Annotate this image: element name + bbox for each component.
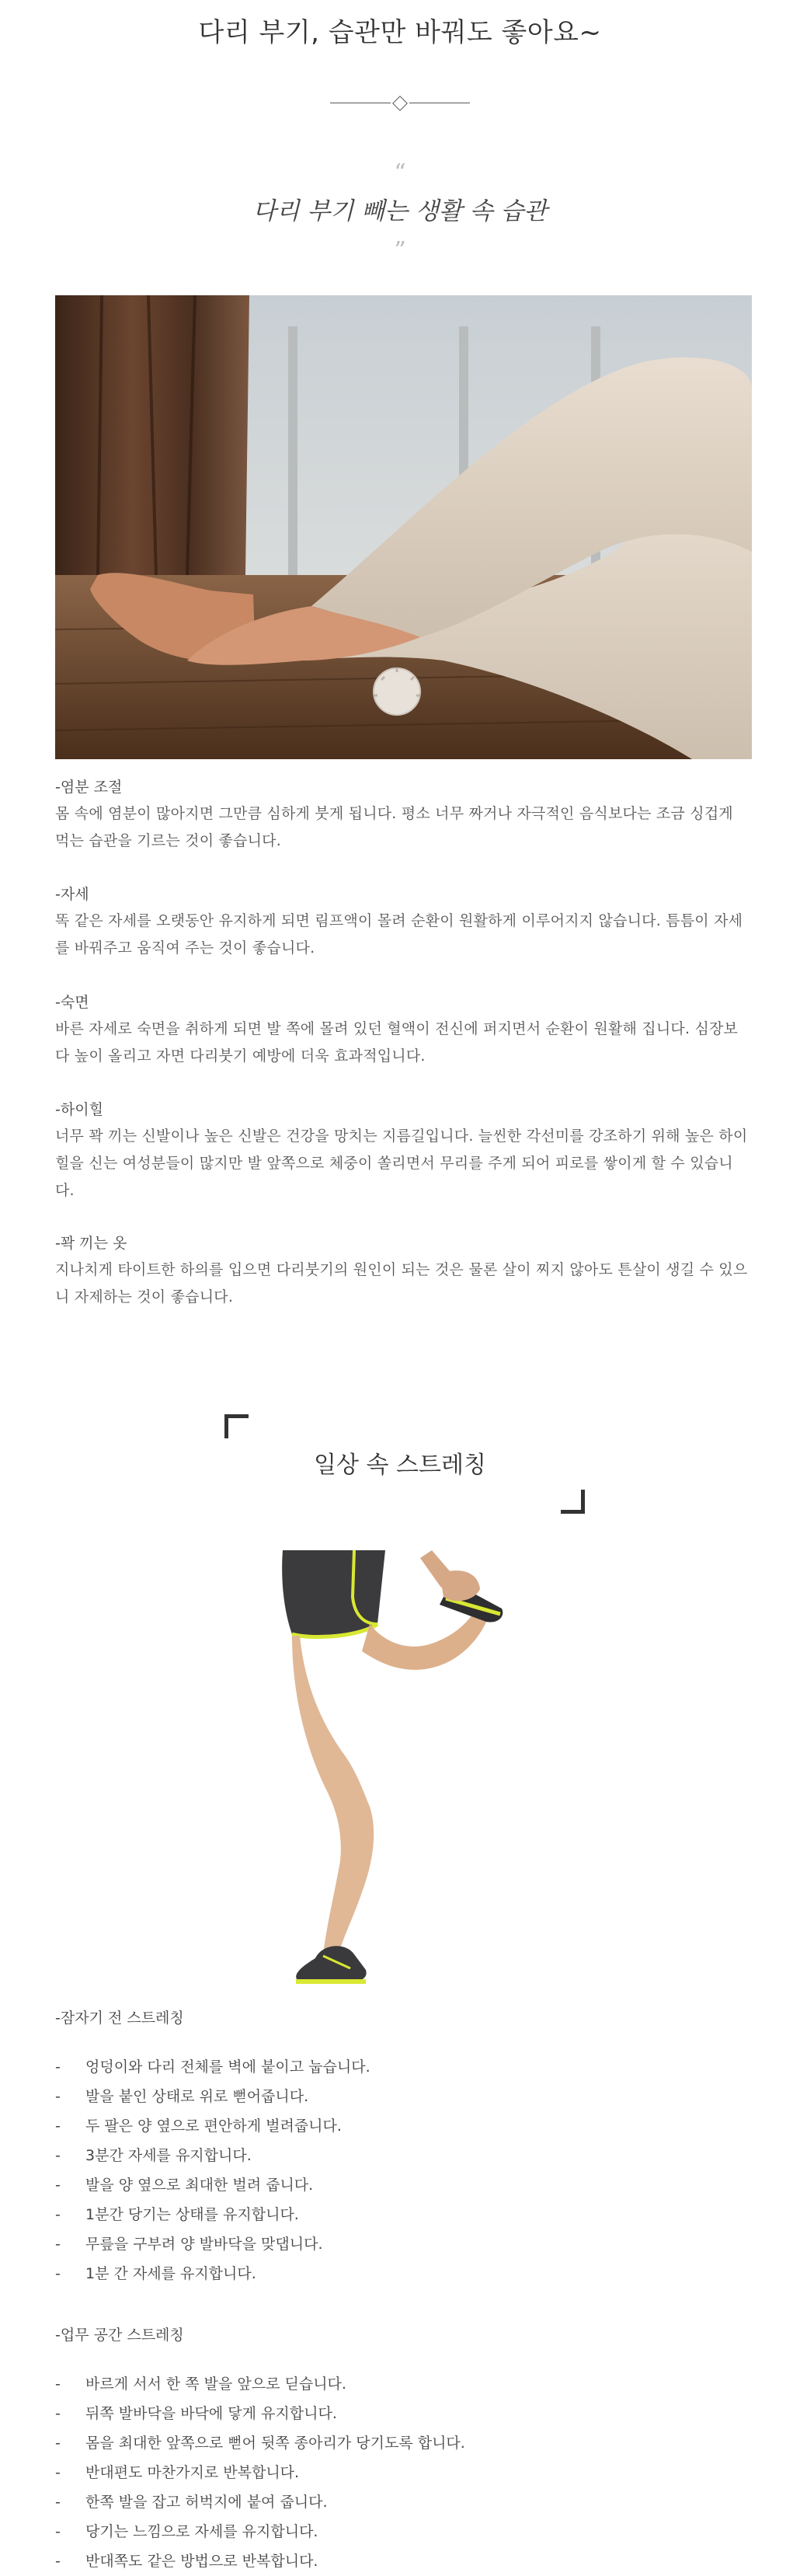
habit-heading: -꽉 끼는 옷 (55, 1235, 127, 1252)
bullet-dash: - (55, 2405, 61, 2422)
bullet-dash: - (55, 2058, 61, 2076)
habit-body: 지나치게 타이트한 하의를 입으면 다리붓기의 원인이 되는 것은 물론 살이 찌지 않아도 튼살이 생길 수 있으니 자제하는 것이 좋습니다. (55, 1261, 748, 1305)
habit-body: 똑 같은 자세를 오랫동안 유지하게 되면 림프액이 몰려 순환이 원활하게 이루어지지 않습니다. 틈틈이 자세를 바꿔주고 움직여 주는 것이 좋습니다. (55, 912, 743, 957)
office-stretch-list (55, 2369, 465, 2576)
list-item (55, 2259, 370, 2288)
bullet-dash: - (55, 2206, 61, 2223)
list-item (55, 2458, 465, 2487)
list-item-text: 한쪽 발을 잡고 허벅지에 붙여 줍니다. (85, 2494, 328, 2511)
leg-massage-illustration (55, 295, 752, 759)
list-item-text: 발을 양 옆으로 최대한 벌려 줍니다. (85, 2177, 314, 2194)
list-item (55, 2517, 465, 2546)
list-item-text: 반대편도 마찬가지로 반복합니다. (85, 2464, 300, 2481)
office-stretch-heading: -업무 공간 스트레칭 (55, 2327, 184, 2344)
list-item-text: 1분간 당기는 상태를 유지합니다. (85, 2206, 299, 2223)
bullet-dash: - (55, 2147, 61, 2164)
habit-heading: -숙면 (55, 994, 89, 1011)
list-item-text: 반대쪽도 같은 방법으로 반복합니다. (85, 2553, 318, 2570)
bullet-dash: - (55, 2118, 61, 2135)
bullet-dash: - (55, 2553, 61, 2570)
list-item-text: 발을 붙인 상태로 위로 뻗어줍니다. (85, 2088, 309, 2105)
quad-stretch-photo (269, 1550, 531, 1995)
list-item (55, 2200, 370, 2229)
list-item (55, 2487, 465, 2517)
habit-body: 너무 꽉 끼는 신발이나 높은 신발은 건강을 망치는 지름길입니다. 늘씬한 각선미를 강조하기 위해 높은 하이힐을 신는 여성분들이 많지만 발 앞쪽으로 체중이 쏠리면서 무리를 주게 되어 피로를 쌓이게 할 수 있습니다. (55, 1128, 748, 1199)
habit-sleep (55, 989, 752, 1070)
list-item (55, 2546, 465, 2576)
habit-high-heels (55, 1096, 752, 1204)
list-item-text: 몸을 최대한 앞쪽으로 뻗어 뒷쪽 종아리가 당기도록 합니다. (85, 2435, 465, 2452)
stretching-title: 일상 속 스트레칭 (314, 1452, 486, 1479)
list-item-text: 바르게 서서 한 쪽 발을 앞으로 딛습니다. (85, 2376, 346, 2393)
list-item-text: 엉덩이와 다리 전체를 벽에 붙이고 눕습니다. (85, 2058, 370, 2076)
list-item (55, 2428, 465, 2458)
open-quote-icon: “ (394, 159, 406, 186)
bullet-dash: - (55, 2435, 61, 2452)
quad-stretch-illustration (269, 1550, 531, 1995)
leg-massage-photo (55, 295, 752, 759)
list-item-text: 3분간 자세를 유지합니다. (85, 2147, 252, 2164)
bullet-dash: - (55, 2523, 61, 2540)
bullet-dash: - (55, 2376, 61, 2393)
list-item (55, 2052, 370, 2082)
corner-bracket-top-left-icon (224, 1414, 249, 1438)
habit-heading: -하이힐 (55, 1101, 103, 1118)
list-item (55, 2399, 465, 2428)
list-item (55, 2369, 465, 2399)
close-quote-icon: ” (394, 237, 406, 264)
corner-bracket-bottom-right-icon (561, 1490, 585, 1514)
habit-posture (55, 881, 752, 962)
list-item (55, 2229, 370, 2259)
subtitle: 다리 부기 빼는 생활 속 습관 (252, 197, 548, 225)
list-item-text: 두 팔은 양 옆으로 편안하게 벌려줍니다. (85, 2118, 342, 2135)
list-item-text: 당기는 느낌으로 자세를 유지합니다. (85, 2523, 318, 2540)
habit-tight-clothes (55, 1230, 752, 1311)
list-item (55, 2141, 370, 2170)
bedtime-stretch-list (55, 2052, 370, 2288)
title-divider (330, 96, 470, 110)
habit-heading: -염분 조절 (55, 779, 123, 796)
habit-heading: -자세 (55, 886, 89, 903)
list-item (55, 2082, 370, 2111)
list-item (55, 2170, 370, 2200)
divider-diamond-icon (392, 96, 408, 111)
habit-body: 바른 자세로 숙면을 취하게 되면 발 쪽에 몰려 있던 혈액이 전신에 퍼지면서 순환이 원활해 집니다. 심장보다 높이 올리고 자면 다리붓기 예방에 더욱 효과적입니다. (55, 1020, 739, 1065)
bullet-dash: - (55, 2177, 61, 2194)
bedtime-stretch-heading: -잠자기 전 스트레칭 (55, 2010, 184, 2027)
bullet-dash: - (55, 2236, 61, 2253)
page-title: 다리 부기, 습관만 바꿔도 좋아요~ (198, 17, 602, 48)
list-item-text: 1분 간 자세를 유지합니다. (85, 2265, 256, 2282)
bullet-dash: - (55, 2494, 61, 2511)
list-item-text: 무릎을 구부려 양 발바닥을 맞댑니다. (85, 2236, 323, 2253)
bullet-dash: - (55, 2464, 61, 2481)
habit-salt (55, 774, 752, 855)
list-item-text: 뒤쪽 발바닥을 바닥에 닿게 유지합니다. (85, 2405, 337, 2422)
bullet-dash: - (55, 2088, 61, 2105)
list-item (55, 2111, 370, 2141)
bullet-dash: - (55, 2265, 61, 2282)
habit-body: 몸 속에 염분이 많아지면 그만큼 심하게 붓게 됩니다. 평소 너무 짜거나 자극적인 음식보다는 조금 싱겁게 먹는 습관을 기르는 것이 좋습니다. (55, 805, 733, 849)
